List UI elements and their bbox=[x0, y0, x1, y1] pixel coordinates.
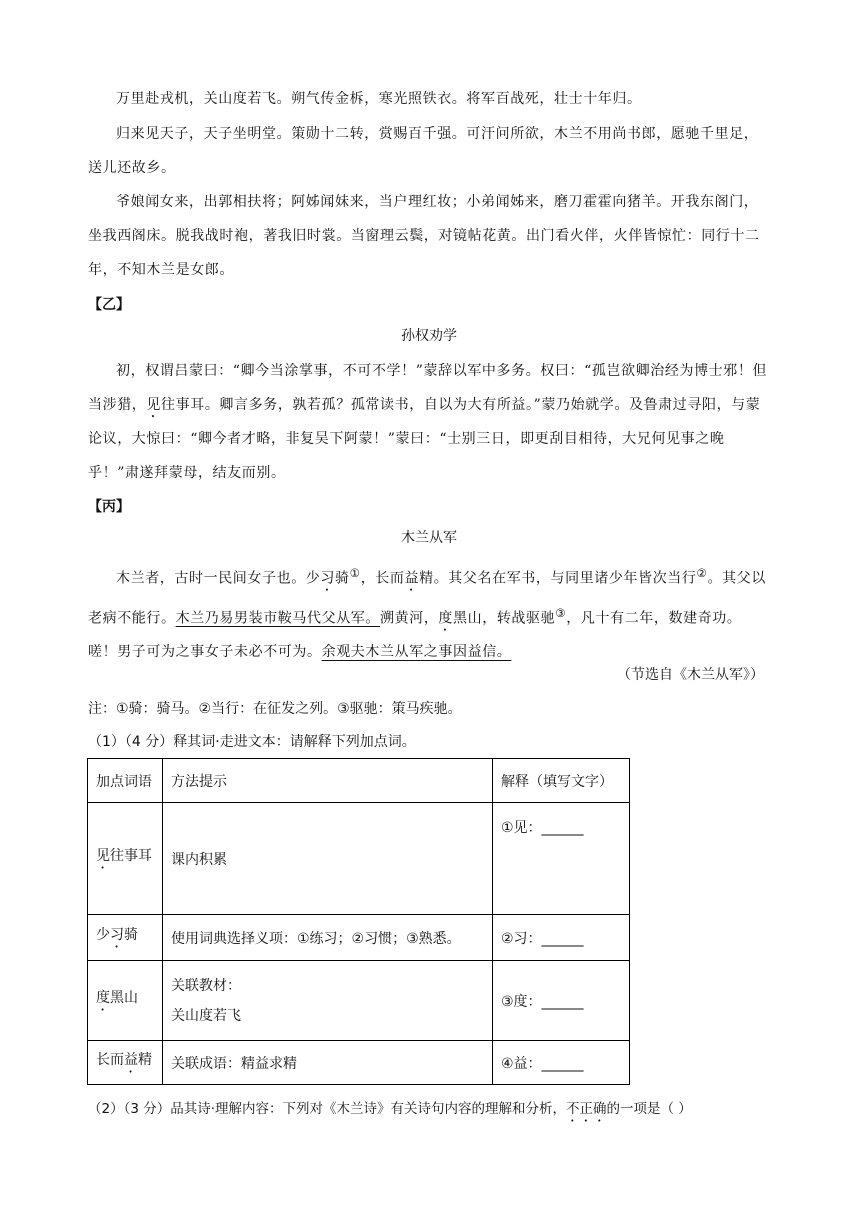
table-header-cell: 解释（填写文字） bbox=[493, 759, 630, 803]
poem-paragraph-3: 爷娘闻女来，出郭相扶将；阿姊闻妹来，当户理红妆；小弟闻姊来，磨刀霍霍向猪羊。开我东阁门，坐我西阁床。脱我战时袍，著我旧时裳。当窗理云鬓，对镜帖花黄。出门看火伴，火伴皆惊忙：同行十二年，不知木兰是女郎。 bbox=[88, 194, 760, 278]
text-run: 长而 bbox=[96, 1052, 124, 1068]
table-header-cell: 加点词语 bbox=[88, 759, 163, 803]
text-run: 骑 bbox=[124, 927, 138, 943]
dotted-word-yi: 益 bbox=[404, 570, 420, 587]
underlined-sentence-1: 木兰乃易男装市鞍马代父从军。 bbox=[175, 610, 381, 627]
question-1: （1）（4 分）释其词·走进文本：请解释下列加点词。 bbox=[88, 734, 416, 750]
text-run: 少 bbox=[96, 927, 110, 943]
answer-cell: ②习：______ bbox=[493, 915, 630, 961]
table-header-row bbox=[88, 759, 630, 803]
passage-yi-part-b: 往事耳。卿言多务，孰若孤？孤常读书，自以为大有所益。”蒙乃始就学。及鲁肃过寻阳，与蒙论议，大惊曰：“卿今者才略，非复吴下阿蒙！”蒙曰：“士别三日，即更刮目相待，大兄何见事之晚乎！”肃遂拜蒙母，结友而别。 bbox=[88, 397, 761, 481]
hint-cell: 关联成语：精益求精 bbox=[163, 1041, 493, 1085]
dotted-word: 见 bbox=[96, 848, 110, 864]
hint-cell: 课内积累 bbox=[163, 803, 493, 915]
word-cell bbox=[88, 961, 163, 1041]
passage-yi-text bbox=[88, 354, 770, 490]
text-run: ，凡十有二年，数建奇功。嗟！男子可为之事女子未必不可为。 bbox=[88, 610, 742, 661]
underlined-sentence-2: 余观夫木兰从军之事因益信。 bbox=[321, 644, 512, 661]
footnote-2: ② bbox=[696, 566, 708, 580]
word-cell bbox=[88, 915, 163, 961]
text-run: 。其父以老病不能行。 bbox=[88, 570, 766, 627]
section-label-bing: 【丙】 bbox=[88, 499, 130, 515]
hint-cell bbox=[163, 961, 493, 1041]
text-run: 的一项是（ ） bbox=[606, 1101, 692, 1117]
dotted-word-buzhengque: 不正确 bbox=[566, 1101, 607, 1117]
hint-cell: 使用词典选择义项：①练习；②习惯；③熟悉。 bbox=[163, 915, 493, 961]
text-run: （2）（3 分）品其诗·理解内容：下列对《木兰诗》有关诗句内容的理解和分析， bbox=[88, 1101, 567, 1117]
poem-paragraph-1: 万里赴戎机，关山度若飞。朔气传金柝，寒光照铁衣。将军百战死，壮士十年归。 bbox=[116, 91, 642, 107]
text-run: 往事耳 bbox=[110, 848, 152, 864]
dotted-word: 习 bbox=[110, 927, 124, 943]
answer-cell: ①见：______ bbox=[493, 803, 630, 915]
passage-title-bing: 木兰从军 bbox=[401, 530, 457, 546]
table-row bbox=[88, 961, 630, 1041]
poem-paragraph-2: 归来见天子，天子坐明堂。策勋十二转，赏赐百千强。可汗问所欲，木兰不用尚书郎，愿驰千里足，送儿还故乡。 bbox=[88, 126, 759, 176]
vocab-table bbox=[87, 758, 630, 1085]
answer-cell: ③度：______ bbox=[493, 961, 630, 1041]
footnote-1: ① bbox=[349, 566, 361, 580]
text-run: ，长而 bbox=[360, 570, 405, 587]
section-label-yi: 【乙】 bbox=[88, 297, 130, 313]
dotted-word: 度 bbox=[96, 990, 110, 1006]
text-run: 黑山，转战驱驰 bbox=[453, 610, 556, 627]
footnotes: 注：①骑：骑马。②当行：在征发之列。③驱驰：策马疾驰。 bbox=[88, 701, 462, 717]
table-header-cell: 方法提示 bbox=[163, 759, 493, 803]
table-row bbox=[88, 1041, 630, 1085]
word-cell bbox=[88, 1041, 163, 1085]
word-cell bbox=[88, 803, 163, 915]
source-citation: （节选自《木兰从军》） bbox=[617, 667, 764, 683]
passage-title-yi: 孙权劝学 bbox=[401, 328, 457, 344]
passage-bing-text bbox=[88, 556, 770, 669]
dotted-word-du: 度 bbox=[438, 610, 454, 627]
text-run: 溯黄河， bbox=[380, 610, 439, 627]
question-2 bbox=[88, 1097, 692, 1125]
footnote-3: ③ bbox=[555, 605, 567, 620]
text-run: 木兰者，古时一民间女子也。少 bbox=[116, 570, 321, 587]
text-run: 精 bbox=[138, 1052, 152, 1068]
dotted-word-xi: 习 bbox=[320, 570, 336, 587]
dotted-word: 益 bbox=[124, 1052, 138, 1068]
dotted-word-jian: 见 bbox=[146, 397, 162, 413]
answer-cell: ④益：______ bbox=[493, 1041, 630, 1085]
text-run: 精。其父名在军书，与同里诸少年皆次当行 bbox=[419, 570, 697, 587]
text-run: 黑山 bbox=[110, 990, 138, 1006]
text-run: 骑 bbox=[335, 570, 350, 587]
hint-line: 关山度若飞 bbox=[171, 1007, 241, 1024]
table-row bbox=[88, 915, 630, 961]
passage-yi-part-a: 初，权谓吕蒙曰：“卿今当涂掌事，不可不学！”蒙辞以军中多务。权曰：“孤岂欲卿治经为博士邪！但当涉猎， bbox=[88, 363, 768, 413]
table-row bbox=[88, 803, 630, 915]
hint-line: 关联教材： bbox=[171, 977, 241, 994]
